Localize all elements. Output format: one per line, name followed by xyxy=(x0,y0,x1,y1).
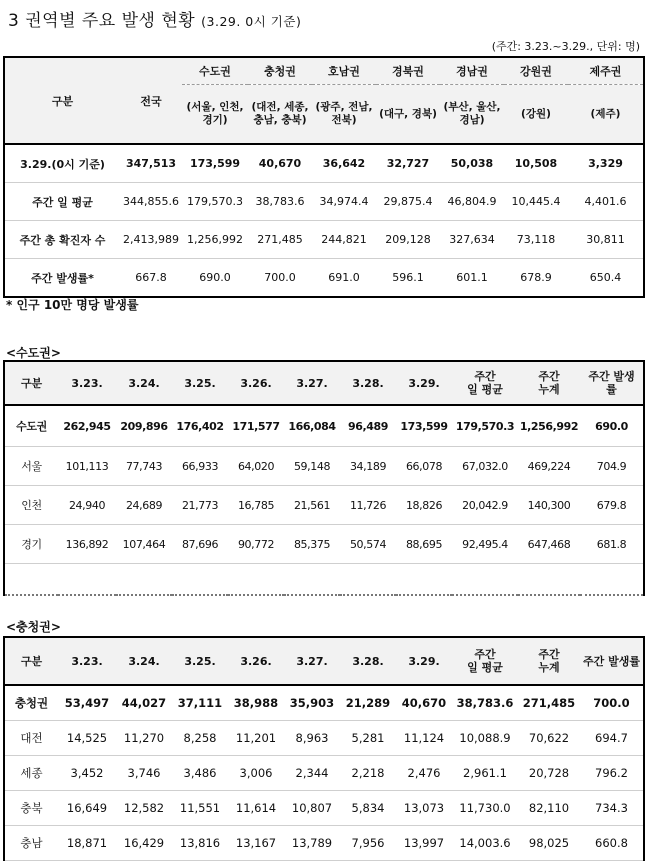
cell: 136,892 xyxy=(58,525,116,564)
cell: 7,956 xyxy=(340,826,396,861)
cell: 347,513 xyxy=(120,144,182,183)
cell: 166,084 xyxy=(284,405,340,447)
summary-header-label: 구분 xyxy=(4,57,120,144)
cell: 262,945 xyxy=(58,405,116,447)
cell: 173,599 xyxy=(396,405,452,447)
cell: 704.9 xyxy=(580,447,644,486)
cell: 690.0 xyxy=(182,259,248,298)
cell: 13,816 xyxy=(172,826,228,861)
chung-table xyxy=(3,636,645,861)
col-header: 3.28. xyxy=(340,637,396,685)
cell: 38,783.6 xyxy=(248,183,312,221)
region-detail: (서울, 인천, 경기) xyxy=(182,85,248,145)
col-header: 3.23. xyxy=(58,637,116,685)
cell: 수도권 xyxy=(4,405,58,447)
cell: 14,003.6 xyxy=(452,826,518,861)
cell: 24,940 xyxy=(58,486,116,525)
cell: 601.1 xyxy=(440,259,504,298)
section-label-sudo: <수도권> xyxy=(6,346,61,360)
table-row xyxy=(4,525,644,564)
cell: 경기 xyxy=(4,525,58,564)
cell: 650.4 xyxy=(568,259,644,298)
region-detail: (대전, 세종, 충남, 충북) xyxy=(248,85,312,145)
cell: 18,871 xyxy=(58,826,116,861)
col-header: 3.29. xyxy=(396,637,452,685)
cell: 96,489 xyxy=(340,405,396,447)
cell: 3,329 xyxy=(568,144,644,183)
cell: 37,111 xyxy=(172,685,228,721)
cell: 38,783.6 xyxy=(452,685,518,721)
chung-header-row xyxy=(4,637,644,685)
cell: 64,020 xyxy=(228,447,284,486)
col-header: 3.24. xyxy=(116,637,172,685)
cell: 10,088.9 xyxy=(452,721,518,756)
table-continuation xyxy=(4,564,644,596)
col-header: 3.23. xyxy=(58,361,116,405)
title-main: 3 권역별 주요 발생 현황 xyxy=(8,11,196,31)
region-name: 충청권 xyxy=(248,57,312,85)
col-header: 3.28. xyxy=(340,361,396,405)
cell: 596.1 xyxy=(376,259,440,298)
table-row xyxy=(4,447,644,486)
cell: 11,614 xyxy=(228,791,284,826)
cell: 10,445.4 xyxy=(504,183,568,221)
cell: 10,508 xyxy=(504,144,568,183)
cell: 서울 xyxy=(4,447,58,486)
region-detail: (부산, 울산, 경남) xyxy=(440,85,504,145)
cell: 16,785 xyxy=(228,486,284,525)
region-name: 경남권 xyxy=(440,57,504,85)
cell: 50,038 xyxy=(440,144,504,183)
cell: 667.8 xyxy=(120,259,182,298)
footnote: * 인구 10만 명당 발생률 xyxy=(6,298,139,312)
cell: 82,110 xyxy=(518,791,580,826)
cell: 40,670 xyxy=(248,144,312,183)
col-header: 3.27. xyxy=(284,637,340,685)
col-header: 3.26. xyxy=(228,361,284,405)
table-row xyxy=(4,721,644,756)
cell: 11,730.0 xyxy=(452,791,518,826)
cell: 29,875.4 xyxy=(376,183,440,221)
col-header: 구분 xyxy=(4,361,58,405)
cell: 179,570.3 xyxy=(452,405,518,447)
region-name: 경북권 xyxy=(376,57,440,85)
col-header: 3.26. xyxy=(228,637,284,685)
cell: 10,807 xyxy=(284,791,340,826)
row-label: 주간 총 확진자 수 xyxy=(4,221,120,259)
cell: 34,974.4 xyxy=(312,183,376,221)
table-row xyxy=(4,405,644,447)
cell: 13,073 xyxy=(396,791,452,826)
cell: 16,429 xyxy=(116,826,172,861)
cell: 46,804.9 xyxy=(440,183,504,221)
cell: 12,582 xyxy=(116,791,172,826)
cell: 2,476 xyxy=(396,756,452,791)
cell: 36,642 xyxy=(312,144,376,183)
col-header: 주간 발생 률 xyxy=(580,361,644,405)
cell: 44,027 xyxy=(116,685,172,721)
cell: 2,344 xyxy=(284,756,340,791)
cell: 700.0 xyxy=(580,685,644,721)
table-row xyxy=(4,826,644,861)
col-header: 3.25. xyxy=(172,637,228,685)
cell: 700.0 xyxy=(248,259,312,298)
cell: 2,961.1 xyxy=(452,756,518,791)
region-detail: (대구, 경북) xyxy=(376,85,440,145)
cell: 90,772 xyxy=(228,525,284,564)
unit-note: (주간: 3.23.~3.29., 단위: 명) xyxy=(491,40,640,53)
cell: 1,256,992 xyxy=(182,221,248,259)
cell: 21,289 xyxy=(340,685,396,721)
col-header: 주간 발생률 xyxy=(580,637,644,685)
cell: 244,821 xyxy=(312,221,376,259)
cell: 18,826 xyxy=(396,486,452,525)
cell: 13,789 xyxy=(284,826,340,861)
cell: 대전 xyxy=(4,721,58,756)
cell: 11,201 xyxy=(228,721,284,756)
cell: 11,124 xyxy=(396,721,452,756)
cell: 796.2 xyxy=(580,756,644,791)
cell: 327,634 xyxy=(440,221,504,259)
summary-header-national: 전국 xyxy=(120,57,182,144)
cell: 11,270 xyxy=(116,721,172,756)
cell: 209,128 xyxy=(376,221,440,259)
region-detail: (제주) xyxy=(568,85,644,145)
region-name: 호남권 xyxy=(312,57,376,85)
row-label: 주간 발생률* xyxy=(4,259,120,298)
cell: 13,997 xyxy=(396,826,452,861)
region-name: 제주권 xyxy=(568,57,644,85)
cell: 678.9 xyxy=(504,259,568,298)
cell: 179,570.3 xyxy=(182,183,248,221)
cell: 16,649 xyxy=(58,791,116,826)
cell: 171,577 xyxy=(228,405,284,447)
cell: 344,855.6 xyxy=(120,183,182,221)
cell: 20,728 xyxy=(518,756,580,791)
cell: 92,495.4 xyxy=(452,525,518,564)
col-header: 3.24. xyxy=(116,361,172,405)
cell: 11,726 xyxy=(340,486,396,525)
cell: 67,032.0 xyxy=(452,447,518,486)
cell: 2,218 xyxy=(340,756,396,791)
region-name: 수도권 xyxy=(182,57,248,85)
summary-row xyxy=(4,183,644,221)
cell: 3,746 xyxy=(116,756,172,791)
cell: 691.0 xyxy=(312,259,376,298)
cell: 66,078 xyxy=(396,447,452,486)
cell: 38,988 xyxy=(228,685,284,721)
cell: 1,256,992 xyxy=(518,405,580,447)
title-sub: (3.29. 0시 기준) xyxy=(201,14,302,29)
region-detail: (강원) xyxy=(504,85,568,145)
table-row xyxy=(4,486,644,525)
cell: 101,113 xyxy=(58,447,116,486)
col-header: 3.27. xyxy=(284,361,340,405)
cell: 59,148 xyxy=(284,447,340,486)
cell: 8,963 xyxy=(284,721,340,756)
cell: 13,167 xyxy=(228,826,284,861)
cell: 35,903 xyxy=(284,685,340,721)
cell: 5,281 xyxy=(340,721,396,756)
cell: 679.8 xyxy=(580,486,644,525)
summary-row xyxy=(4,221,644,259)
cell: 4,401.6 xyxy=(568,183,644,221)
cell: 271,485 xyxy=(518,685,580,721)
page-title xyxy=(8,6,301,31)
continuation-gap xyxy=(4,564,644,596)
row-label: 주간 일 평균 xyxy=(4,183,120,221)
cell: 14,525 xyxy=(58,721,116,756)
cell: 660.8 xyxy=(580,826,644,861)
section-label-chung: <충청권> xyxy=(6,620,61,634)
summary-table xyxy=(3,56,645,298)
cell: 681.8 xyxy=(580,525,644,564)
cell: 3,452 xyxy=(58,756,116,791)
cell: 2,413,989 xyxy=(120,221,182,259)
cell: 인천 xyxy=(4,486,58,525)
cell: 20,042.9 xyxy=(452,486,518,525)
cell: 66,933 xyxy=(172,447,228,486)
cell: 34,189 xyxy=(340,447,396,486)
col-header: 주간 일 평균 xyxy=(452,361,518,405)
cell: 3,486 xyxy=(172,756,228,791)
table-row xyxy=(4,685,644,721)
col-header: 주간 누계 xyxy=(518,361,580,405)
cell: 11,551 xyxy=(172,791,228,826)
cell: 88,695 xyxy=(396,525,452,564)
row-label: 3.29.(0시 기준) xyxy=(4,144,120,183)
cell: 53,497 xyxy=(58,685,116,721)
cell: 충청권 xyxy=(4,685,58,721)
summary-header-row xyxy=(4,57,644,85)
cell: 176,402 xyxy=(172,405,228,447)
summary-row xyxy=(4,259,644,298)
cell: 734.3 xyxy=(580,791,644,826)
region-name: 강원권 xyxy=(504,57,568,85)
cell: 3,006 xyxy=(228,756,284,791)
cell: 173,599 xyxy=(182,144,248,183)
sudo-header-row xyxy=(4,361,644,405)
col-header: 주간 일 평균 xyxy=(452,637,518,685)
cell: 107,464 xyxy=(116,525,172,564)
cell: 40,670 xyxy=(396,685,452,721)
table-row xyxy=(4,756,644,791)
cell: 647,468 xyxy=(518,525,580,564)
cell: 73,118 xyxy=(504,221,568,259)
region-detail: (광주, 전남, 전북) xyxy=(312,85,376,145)
cell: 충남 xyxy=(4,826,58,861)
cell: 70,622 xyxy=(518,721,580,756)
cell: 690.0 xyxy=(580,405,644,447)
cell: 85,375 xyxy=(284,525,340,564)
cell: 469,224 xyxy=(518,447,580,486)
cell: 50,574 xyxy=(340,525,396,564)
cell: 271,485 xyxy=(248,221,312,259)
cell: 5,834 xyxy=(340,791,396,826)
cell: 98,025 xyxy=(518,826,580,861)
cell: 충북 xyxy=(4,791,58,826)
cell: 24,689 xyxy=(116,486,172,525)
cell: 87,696 xyxy=(172,525,228,564)
summary-row xyxy=(4,144,644,183)
table-row xyxy=(4,791,644,826)
cell: 694.7 xyxy=(580,721,644,756)
cell: 세종 xyxy=(4,756,58,791)
cell: 8,258 xyxy=(172,721,228,756)
cell: 140,300 xyxy=(518,486,580,525)
cell: 21,773 xyxy=(172,486,228,525)
cell: 21,561 xyxy=(284,486,340,525)
cell: 30,811 xyxy=(568,221,644,259)
col-header: 구분 xyxy=(4,637,58,685)
col-header: 3.29. xyxy=(396,361,452,405)
col-header: 주간 누계 xyxy=(518,637,580,685)
sudo-table xyxy=(3,360,645,596)
cell: 77,743 xyxy=(116,447,172,486)
cell: 32,727 xyxy=(376,144,440,183)
col-header: 3.25. xyxy=(172,361,228,405)
cell: 209,896 xyxy=(116,405,172,447)
